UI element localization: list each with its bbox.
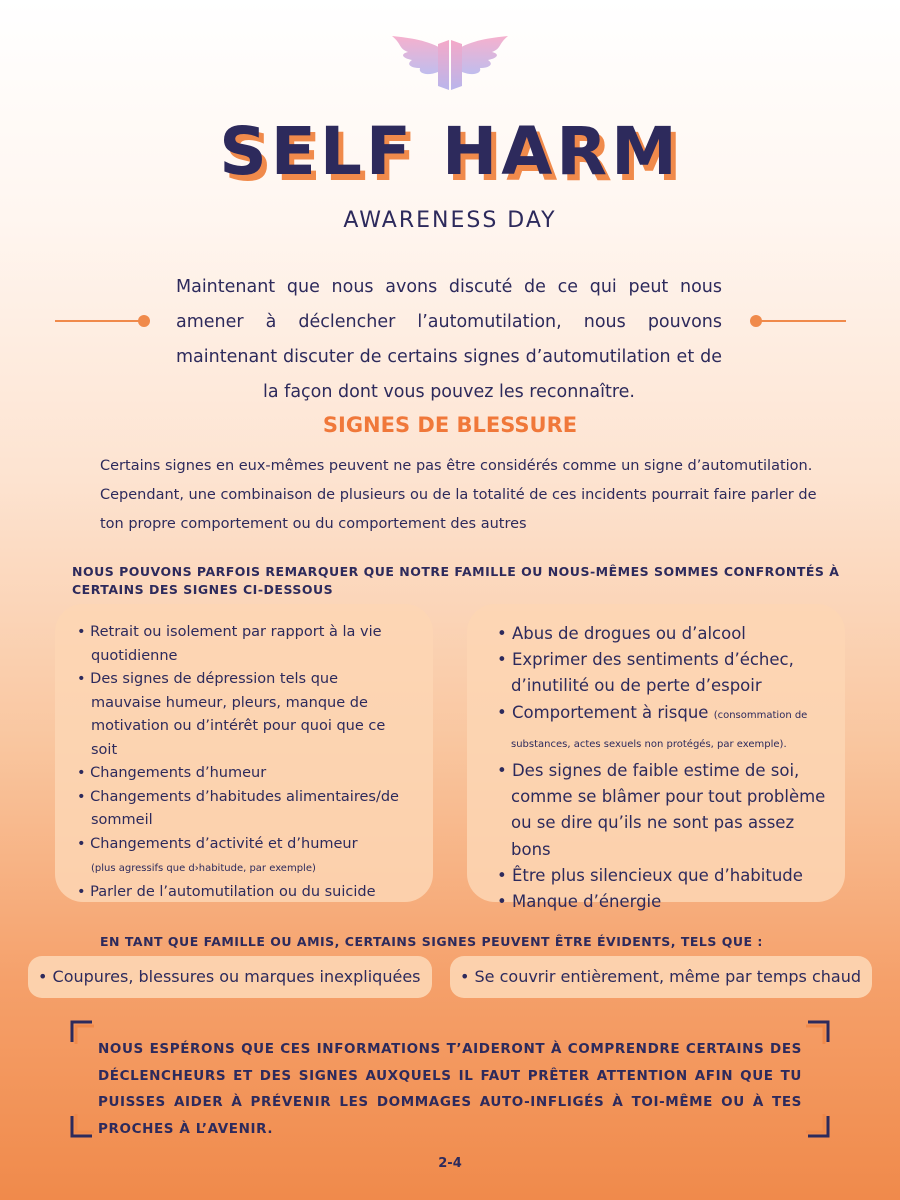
signs-heading: SIGNES DE BLESSURE xyxy=(322,413,578,437)
list-item: • Changements d’activité et d’humeur (plus agressifs que d›habitude, par exemple) xyxy=(77,835,358,874)
page-subtitle: AWARENESS DAY xyxy=(343,208,557,233)
list-item-note: (plus agressifs que d›habitude, par exemple) xyxy=(91,863,316,874)
family-heading: NOUS POUVONS PARFOIS REMARQUER QUE NOTRE FAMILLE OU NOUS-MÊMES SOMMES CONFRONTÉS À CERTAINS DES SIGNES CI-DESSOUS xyxy=(72,564,840,597)
obvious-sign-pill: • Se couvrir entièrement, même par temps chaud xyxy=(450,956,872,998)
corner-bracket-bottom-left xyxy=(70,1112,96,1138)
left-signs-card xyxy=(55,604,433,902)
list-item: • Être plus silencieux que d’habitude xyxy=(497,865,803,885)
list-item: • Exprimer des sentiments d’échec, d’inutilité ou de perte d’espoir xyxy=(497,650,794,696)
list-item: • Manque d’énergie xyxy=(497,892,662,912)
corner-bracket-top-right xyxy=(804,1020,830,1046)
left-divider-line xyxy=(55,320,143,322)
list-item-note: (consommation de substances, actes sexuels non protégés, par exemple). xyxy=(511,709,808,750)
list-item: • Parler de l’automutilation ou du suicide xyxy=(77,883,376,900)
right-signs-card xyxy=(467,604,845,912)
obvious-sign-pill: • Coupures, blessures ou marques inexpliquées xyxy=(28,956,432,998)
signs-paragraph: Certains signes en eux-mêmes peuvent ne pas être considérés comme un signe d’automutilation. Cependant, une combinaison de plusieurs ou de la totalité de ces incidents pourrait faire parler de ton propre comportement ou du comportement des autres xyxy=(100,458,817,532)
page-title: SELF HARM xyxy=(219,113,681,190)
list-item: • Des signes de faible estime de soi, comme se blâmer pour tout problème ou se dire qu’ils ne sont pas assez bons xyxy=(497,761,826,859)
intro-paragraph: Maintenant que nous avons discuté de ce qui peut nous amener à déclencher l’automutilation, nous pouvons maintenant discuter de certains signes d’automutilation et de la façon dont vous pouvez les reconnaître. xyxy=(176,277,722,402)
list-item: • Abus de drogues ou d’alcool xyxy=(497,624,746,643)
corner-bracket-bottom-right xyxy=(804,1112,830,1138)
right-divider-line xyxy=(758,320,846,322)
list-item: • Changements d’habitudes alimentaires/de sommeil xyxy=(77,788,399,828)
friends-heading: EN TANT QUE FAMILLE OU AMIS, CERTAINS SIGNES PEUVENT ÊTRE ÉVIDENTS, TELS QUE : xyxy=(100,934,763,949)
list-item: • Changements d’humeur xyxy=(77,765,267,781)
left-divider-dot xyxy=(138,315,150,327)
left-signs-list xyxy=(77,621,407,904)
page-number: 2-4 xyxy=(438,1156,462,1171)
corner-bracket-top-left xyxy=(70,1020,96,1046)
winged-doors-logo xyxy=(388,30,512,96)
right-signs-list xyxy=(497,621,832,915)
list-item: • Comportement à risque (consommation de substances, actes sexuels non protégés, par exemple). xyxy=(497,702,808,750)
list-item: • Des signes de dépression tels que mauvaise humeur, pleurs, manque de motivation ou d’intérêt pour quoi que ce soit xyxy=(77,671,386,758)
closing-message: NOUS ESPÉRONS QUE CES INFORMATIONS T’AIDERONT À COMPRENDRE CERTAINS DES DÉCLENCHEURS ET DES SIGNES AUXQUELS IL FAUT PRÊTER ATTENTION AFIN QUE TU PUISSES AIDER À PRÉVENIR LES DOMMAGES AUTO-INFLIGÉS À TOI-MÊME OU À TES PROCHES À L’AVENIR. xyxy=(98,1041,802,1137)
list-item: • Retrait ou isolement par rapport à la vie quotidienne xyxy=(77,624,382,664)
